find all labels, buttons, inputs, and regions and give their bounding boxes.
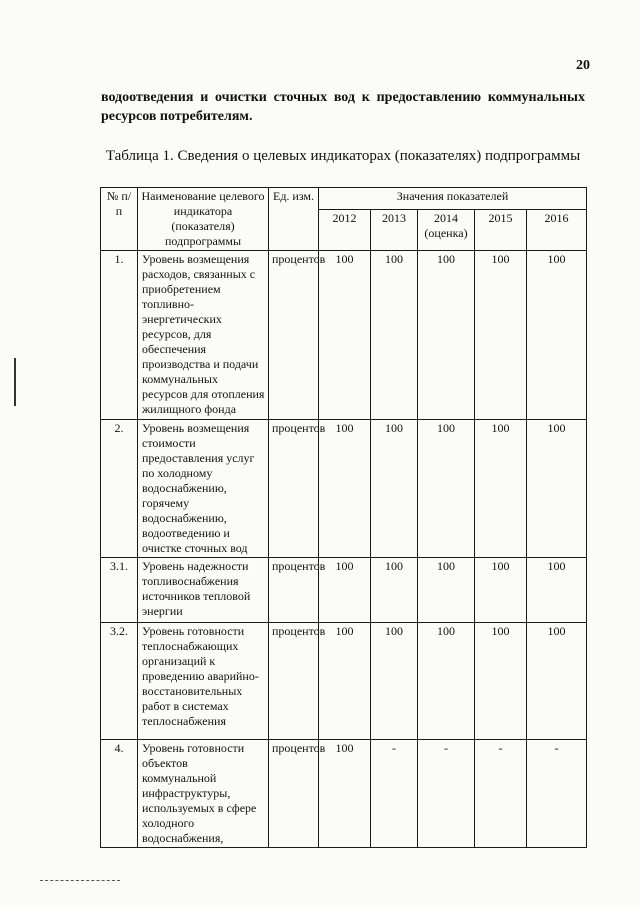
row-value: 100: [418, 558, 475, 623]
row-value: -: [371, 740, 418, 848]
row-unit: процентов: [269, 558, 319, 623]
header-name: Наименование целевого индикатора (показателя) подпрограммы: [138, 188, 269, 251]
row-value: 100: [527, 251, 587, 420]
row-name: Уровень готовности объектов коммунальной инфраструктуры, используемых в сфере холодного водоснабжения,: [138, 740, 269, 848]
header-values-group: Значения показателей: [319, 188, 587, 210]
table-row: [101, 558, 587, 623]
row-value: -: [527, 740, 587, 848]
row-value: 100: [371, 251, 418, 420]
row-num: 3.2.: [101, 623, 138, 740]
row-unit: процентов: [269, 623, 319, 740]
row-value: 100: [475, 623, 527, 740]
row-unit: процентов: [269, 420, 319, 558]
row-value: -: [475, 740, 527, 848]
row-value: 100: [319, 420, 371, 558]
header-num: № п/п: [101, 188, 138, 251]
header-year: 2016: [527, 210, 587, 251]
row-value: 100: [319, 623, 371, 740]
indicators-table: [100, 187, 587, 848]
row-name: Уровень готовности теплоснабжающих организаций к проведению аварийно-восстановительных работ в системах теплоснабжения: [138, 623, 269, 740]
header-year: 2012: [319, 210, 371, 251]
row-value: 100: [527, 420, 587, 558]
table-row: [101, 740, 587, 848]
header-unit: Ед. изм.: [269, 188, 319, 251]
row-value: 100: [319, 740, 371, 848]
header-year: 2014 (оценка): [418, 210, 475, 251]
row-value: 100: [475, 251, 527, 420]
row-value: 100: [527, 623, 587, 740]
row-unit: процентов: [269, 251, 319, 420]
row-value: 100: [527, 558, 587, 623]
row-value: 100: [319, 558, 371, 623]
row-value: 100: [371, 420, 418, 558]
row-value: 100: [319, 251, 371, 420]
intro-paragraph: водоотведения и очистки сточных вод к предоставлению коммунальных ресурсов потребителям.: [101, 90, 585, 124]
row-num: 1.: [101, 251, 138, 420]
row-value: 100: [418, 251, 475, 420]
row-value: 100: [418, 623, 475, 740]
table-row: [101, 623, 587, 740]
table-row: [101, 420, 587, 558]
row-value: 100: [371, 558, 418, 623]
row-num: 3.1.: [101, 558, 138, 623]
header-year: 2015: [475, 210, 527, 251]
row-name: Уровень возмещения расходов, связанных с приобретением топливно-энергетических ресурсов, для обеспечения производства и подачи коммунальных ресурсов для отопления жилищного фонда: [138, 251, 269, 420]
row-num: 2.: [101, 420, 138, 558]
row-value: 100: [475, 558, 527, 623]
row-num: 4.: [101, 740, 138, 848]
row-value: -: [418, 740, 475, 848]
row-name: Уровень возмещения стоимости предоставления услуг по холодному водоснабжению, горячему водоснабжению, водоотведению и очистке сточных вод: [138, 420, 269, 558]
scan-margin-mark: [14, 358, 16, 406]
row-value: 100: [418, 420, 475, 558]
table-row: [101, 251, 587, 420]
row-unit: процентов: [269, 740, 319, 848]
row-value: 100: [475, 420, 527, 558]
page-number: 20: [576, 58, 590, 73]
header-row: [101, 188, 587, 210]
header-year: 2013: [371, 210, 418, 251]
table-caption: Таблица 1. Сведения о целевых индикаторах (показателях) подпрограммы: [105, 148, 581, 164]
scan-bottom-mark: [40, 880, 120, 881]
row-value: 100: [371, 623, 418, 740]
row-name: Уровень надежности топливоснабжения источников тепловой энергии: [138, 558, 269, 623]
